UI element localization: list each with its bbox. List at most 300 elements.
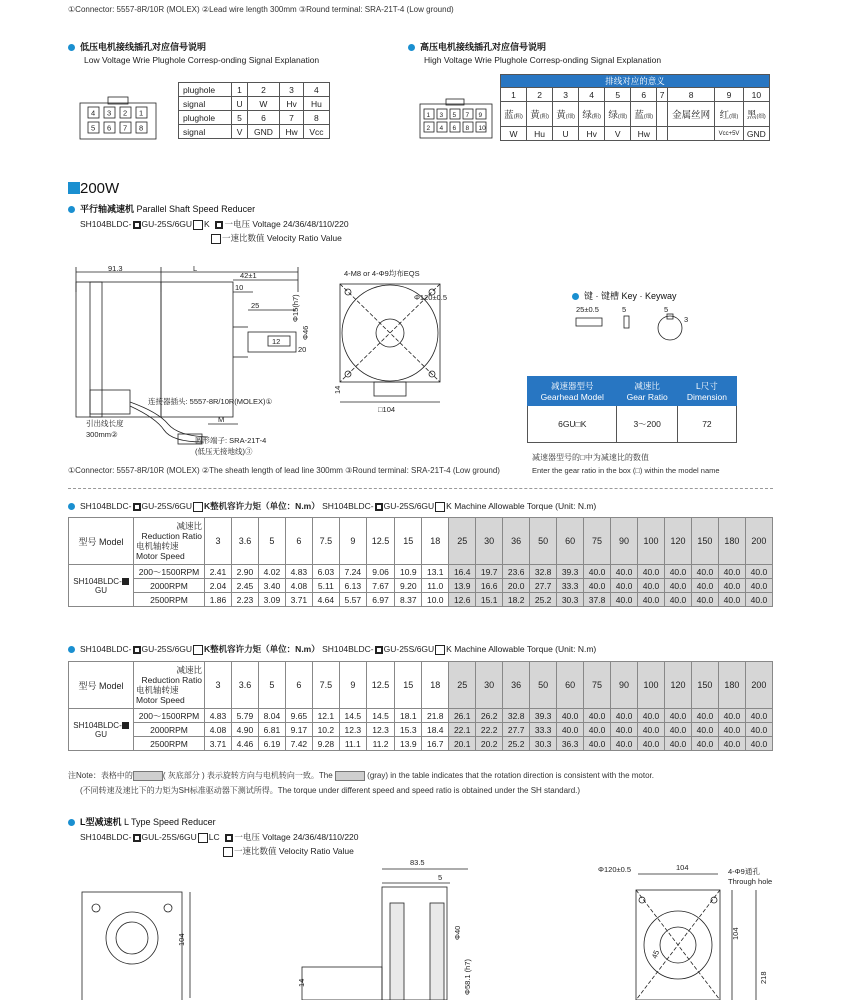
dim-l: L (193, 264, 198, 273)
torque-value: 33.3 (557, 579, 584, 593)
hv-color (527, 102, 553, 127)
torque-value: 4.83 (285, 565, 312, 579)
filled-box-icon (133, 834, 141, 842)
torque-value: 16.6 (476, 579, 503, 593)
empty-box-icon (435, 645, 445, 655)
hv-color-name: 黄 (556, 110, 566, 121)
connector-note-mid: ①Connector: 5557-8R/10R (MOLEX) ②The sheath length of lead line 300mm ③Round terminal: SRA-21T-4 (Low ground) (68, 466, 500, 475)
torque-value: 12.3 (366, 723, 394, 737)
ratio-header: 18 (422, 662, 449, 709)
low-voltage-connector-diagram (78, 95, 160, 143)
torque-value: 40.0 (718, 723, 745, 737)
keyway-3: 3 (684, 315, 689, 324)
torque-value: 40.0 (718, 737, 745, 751)
model-suffix: GU-25S/6GU (141, 219, 193, 229)
pin-cell: Vcc (303, 125, 329, 139)
ltype-voltage-note: 一电压 Voltage 24/36/48/110/220 (234, 832, 359, 842)
torque-value: 40.0 (584, 737, 611, 751)
torque-model-header: 型号 Model (69, 662, 134, 709)
torque-value: 5.11 (312, 579, 339, 593)
model-prefix: SH104BLDC- (80, 219, 132, 229)
motor-speed-cell: 200～1500RPM (134, 565, 205, 579)
torque-value: 1.86 (205, 593, 232, 607)
hv-color-sub: (细) (617, 114, 628, 120)
reduction-ratio-en: Reduction Ratio (141, 531, 202, 541)
torque-value: 4.64 (312, 593, 339, 607)
keyway-title: 键 · 键槽 Key · Keyway (584, 291, 677, 301)
torque-model-prefix: SH104BLDC- (73, 720, 122, 730)
dim-m: M (218, 415, 225, 424)
torque-value: 27.7 (503, 723, 530, 737)
gearhead-model-value: 6GU□K (528, 406, 617, 443)
ltype-header (68, 815, 359, 857)
footnote-1c: (gray) in the table indicates that the rotation direction is consistent with the motor. (367, 771, 654, 780)
bullet-icon (68, 44, 75, 51)
torque-value: 10.0 (422, 593, 449, 607)
dimension-cn: L尺寸 (696, 381, 718, 391)
ltype-104b: 104 (676, 863, 689, 872)
ltype-ratio-note-text: 一速比数值 Velocity Ratio Value (234, 846, 354, 856)
torque-value: 5.57 (339, 593, 366, 607)
keyway-header (572, 289, 677, 302)
torque-row (69, 709, 773, 723)
motor-speed-cell: 2500RPM (134, 593, 205, 607)
torque-value: 40.0 (611, 709, 638, 723)
torque-value: 22.1 (449, 723, 476, 737)
empty-box-icon (193, 220, 203, 230)
ltype-phi120: Φ120±0.5 (598, 865, 632, 874)
torque-value: 26.2 (476, 709, 503, 723)
filled-box-icon (375, 503, 383, 511)
pin-table-row (179, 125, 330, 139)
torque-header-row (69, 518, 773, 565)
ratio-header: 36 (503, 662, 530, 709)
keyway-5: 5 (622, 305, 627, 314)
torque-value: 20.0 (503, 579, 530, 593)
ratio-header: 3 (205, 662, 232, 709)
pin-cell: Hw (280, 125, 304, 139)
ltype-218: 218 (759, 971, 768, 984)
motor-speed-cell: 2000RPM (134, 579, 205, 593)
torque-value: 40.0 (691, 565, 718, 579)
torque-value: 18.1 (395, 709, 422, 723)
ratio-header: 90 (611, 662, 638, 709)
connector-pin-label: 2 (426, 125, 431, 132)
dim-20: 20 (298, 345, 307, 354)
ratio-header: 25 (449, 662, 476, 709)
empty-box-icon (223, 847, 233, 857)
torque-row (69, 737, 773, 751)
high-voltage-signal-table (500, 74, 770, 141)
hv-signal: V (605, 127, 631, 141)
t2-prefix: SH104BLDC- (80, 644, 132, 654)
filled-box-icon (225, 834, 233, 842)
torque-value: 2.23 (231, 593, 258, 607)
hv-color (667, 102, 714, 127)
torque-value: 13.9 (449, 579, 476, 593)
torque-value: 40.0 (745, 579, 772, 593)
torque-value: 40.0 (691, 709, 718, 723)
gray-swatch (133, 771, 163, 781)
t2-title-en: K Machine Allowable Torque (Unit: N.m) (446, 644, 597, 654)
motor-speed-cn: 电机轴转速 (136, 541, 179, 551)
torque-value: 40.0 (718, 709, 745, 723)
torque-value: 22.2 (476, 723, 503, 737)
torque-value: 18.4 (422, 723, 449, 737)
hv-number-row (501, 88, 770, 102)
hv-signal: Vcc+5V (715, 127, 743, 141)
hv-number: 10 (743, 88, 769, 102)
connector-pin-label: 8 (465, 125, 470, 132)
torque-value: 40.0 (664, 737, 691, 751)
ratio-header: 75 (584, 518, 611, 565)
hv-color-sub: (细) (756, 114, 766, 120)
torque-value: 21.8 (422, 709, 449, 723)
ltype-side-drawing (290, 855, 470, 1000)
gear-ratio-value: 3～200 (617, 406, 677, 443)
torque-value: 16.4 (449, 565, 476, 579)
hv-color (657, 102, 668, 127)
torque-value: 40.0 (611, 593, 638, 607)
t1-en-prefix: SH104BLDC- (322, 501, 374, 511)
torque-value: 13.1 (422, 565, 449, 579)
hv-number: 7 (657, 88, 668, 102)
torque-value: 10.9 (395, 565, 422, 579)
lead-label: 引出线长度 (86, 419, 124, 428)
torque-value: 40.0 (557, 709, 584, 723)
connector-note-top: ①Connector: 5557-8R/10R (MOLEX) ②Lead wire length 300mm ③Round terminal: SRA-21T-4 (Low ground) (68, 5, 454, 14)
hv-color (553, 102, 579, 127)
torque-value: 40.0 (718, 579, 745, 593)
torque-value: 9.06 (366, 565, 394, 579)
dimension-value: 72 (677, 406, 736, 443)
hv-color-name: 蓝 (634, 110, 644, 121)
connector-pin-label: 4 (439, 125, 444, 132)
ltype-model-end: LC (208, 832, 220, 842)
hv-signal (657, 127, 668, 141)
torque-value: 40.0 (611, 737, 638, 751)
connector-pin-label: 6 (452, 125, 457, 132)
torque-value: 40.0 (638, 565, 665, 579)
footnote-1 (68, 770, 654, 781)
hv-color-name: 红 (719, 110, 730, 121)
torque-value: 40.0 (745, 593, 772, 607)
torque-value: 40.0 (611, 565, 638, 579)
hv-signal (667, 127, 714, 141)
hv-signal: W (501, 127, 527, 141)
filled-box-icon (122, 578, 129, 585)
connector-pin-label: 9 (478, 112, 483, 119)
hv-number: 3 (553, 88, 579, 102)
torque-value: 40.0 (745, 565, 772, 579)
pin-cell: V (232, 125, 247, 139)
torque-value: 2.04 (205, 579, 232, 593)
hv-color-name: 绿 (608, 110, 618, 121)
torque-value: 12.1 (312, 709, 339, 723)
gray-swatch (335, 771, 365, 781)
torque-value: 20.2 (476, 737, 503, 751)
torque-value: 4.83 (205, 709, 232, 723)
ratio-header: 15 (395, 662, 422, 709)
footnote-1a: 注Note：表格中的 (68, 771, 133, 780)
pin-table-row (179, 111, 330, 125)
pin-cell: 1 (232, 83, 247, 97)
torque-value: 2.41 (205, 565, 232, 579)
separator-line (68, 488, 773, 489)
high-voltage-table-header: 排线对应的意义 (501, 75, 770, 88)
torque-value: 25.2 (503, 737, 530, 751)
filled-box-icon (122, 722, 129, 729)
torque-value: 4.02 (258, 565, 285, 579)
pin-cell: 5 (232, 111, 247, 125)
ratio-header: 30 (476, 518, 503, 565)
torque-value: 40.0 (664, 579, 691, 593)
ltype-104a: 104 (177, 933, 186, 946)
torque-value: 6.97 (366, 593, 394, 607)
motor-speed-cell: 2500RPM (134, 737, 205, 751)
filled-box-icon (133, 646, 141, 654)
ratio-header: 150 (691, 518, 718, 565)
hv-color-sub: (细) (565, 114, 575, 120)
torque-value: 40.0 (638, 709, 665, 723)
connector-pin-label: 8 (139, 123, 144, 133)
torque-value: 40.0 (638, 593, 665, 607)
ltype-model-suffix: GUL-25S/6GU (141, 832, 197, 842)
gearhead-model-en: Gearhead Model (540, 392, 604, 402)
connector-pin-label: 5 (91, 123, 96, 133)
low-voltage-pin-table (178, 82, 330, 139)
bullet-icon (68, 206, 75, 213)
pin-cell: U (232, 97, 247, 111)
ratio-header: 18 (422, 518, 449, 565)
torque-value: 15.1 (476, 593, 503, 607)
torque-model-suffix: GU (95, 729, 107, 739)
parallel-title-en: Parallel Shaft Speed Reducer (136, 204, 256, 214)
gear-ratio-cn: 减速比 (634, 381, 660, 391)
torque-value: 32.8 (503, 709, 530, 723)
terminal-label: 圆形端子: SRA-21T-4 (195, 436, 267, 445)
torque-value: 10.2 (312, 723, 339, 737)
pin-cell: 6 (247, 111, 280, 125)
connector-pin-label: 7 (123, 123, 128, 133)
ratio-header: 50 (530, 662, 557, 709)
pin-cell: 2 (247, 83, 280, 97)
torque-value: 12.3 (339, 723, 366, 737)
torque-value: 3.71 (205, 737, 232, 751)
torque-value: 30.3 (557, 593, 584, 607)
torque-value: 14.5 (339, 709, 366, 723)
ltype-104c: 104 (731, 927, 740, 940)
ratio-header: 5 (258, 662, 285, 709)
hv-color-row (501, 102, 770, 127)
pin-row-label: plughole (179, 83, 232, 97)
hv-color (501, 102, 527, 127)
bullet-icon (408, 44, 415, 51)
torque-ratio-speed-header (134, 662, 205, 709)
torque-value: 36.3 (557, 737, 584, 751)
parallel-ratio-note (210, 232, 349, 244)
pin-cell: GND (247, 125, 280, 139)
torque-value: 19.7 (476, 565, 503, 579)
ratio-header: 75 (584, 662, 611, 709)
torque-value: 3.40 (258, 579, 285, 593)
parallel-title: 平行轴减速机 (80, 204, 135, 214)
torque-value: 33.3 (530, 723, 557, 737)
hv-color-name: 绿 (582, 110, 592, 121)
t2-title-cn: K整机容许力矩（单位：N.m） (204, 644, 320, 654)
connector-pin-label: 2 (123, 108, 128, 118)
pin-row-label: plughole (179, 111, 232, 125)
keyway-5b: 5 (664, 305, 669, 314)
dim-12: 12 (272, 337, 281, 346)
torque-value: 8.04 (258, 709, 285, 723)
torque-value: 40.0 (691, 593, 718, 607)
gear-note-cn: 减速器型号的□中为减速比的数值 (532, 453, 649, 462)
torque-value: 9.20 (395, 579, 422, 593)
ratio-header: 9 (339, 662, 366, 709)
low-voltage-subtitle: Low Voltage Wrie Plughole Corresp-onding Signal Explanation (84, 55, 320, 65)
voltage-note: 一电压 Voltage 24/36/48/110/220 (224, 219, 349, 229)
torque-model-cell (69, 709, 134, 751)
torque-header-row (69, 662, 773, 709)
torque-model-prefix: SH104BLDC- (73, 576, 122, 586)
torque-value: 40.0 (557, 723, 584, 737)
keyway-25: 25±0.5 (576, 305, 599, 314)
connector-pin-label: 7 (465, 112, 470, 119)
ltype-flange-drawing (596, 860, 776, 1000)
torque-value: 4.08 (285, 579, 312, 593)
ltype-14: 14 (297, 978, 306, 987)
ratio-header: 180 (718, 662, 745, 709)
torque-value: 5.79 (231, 709, 258, 723)
gear-note-en: Enter the gear ratio in the box (□) within the model name (532, 466, 720, 475)
pin-table-row (179, 97, 330, 111)
hv-color-name: 金属丝网 (672, 110, 711, 121)
torque-value: 40.0 (638, 737, 665, 751)
pin-cell: 7 (280, 111, 304, 125)
torque-value: 40.0 (664, 565, 691, 579)
lead-length: 300mm② (86, 430, 118, 439)
torque-value: 15.3 (395, 723, 422, 737)
ratio-header: 50 (530, 518, 557, 565)
torque-value: 40.0 (691, 723, 718, 737)
ratio-header: 36 (503, 518, 530, 565)
torque-value: 4.08 (205, 723, 232, 737)
dim-91-3: 91.3 (108, 264, 123, 273)
torque-value: 6.19 (258, 737, 285, 751)
dimension-en: Dimension (686, 392, 727, 402)
gearhead-table (527, 376, 737, 443)
t2-en-prefix: SH104BLDC- (322, 644, 374, 654)
hv-color-sub: (粗) (513, 114, 523, 120)
torque-model-header: 型号 Model (69, 518, 134, 565)
low-voltage-header (68, 40, 319, 65)
ltype-5: 5 (438, 873, 443, 882)
torque-value: 13.9 (395, 737, 422, 751)
hv-signal: Hv (579, 127, 605, 141)
pin-table-row (179, 83, 330, 97)
hv-number: 5 (605, 88, 631, 102)
torque-value: 39.3 (557, 565, 584, 579)
hv-color-name: 黑 (747, 110, 757, 121)
ltype-front-drawing (68, 880, 198, 1000)
torque-value: 40.0 (584, 723, 611, 737)
bullet-icon (68, 819, 75, 826)
ratio-header: 60 (557, 662, 584, 709)
footnote-1b: ( 灰底部分 ) 表示旋转方向与电机转向一致。The (162, 771, 333, 780)
t1-prefix: SH104BLDC- (80, 501, 132, 511)
ltype-45: 45 (649, 948, 662, 960)
parallel-model (80, 218, 349, 230)
hv-color (631, 102, 657, 127)
t2-en-mid: GU-25S/6GU (383, 644, 435, 654)
torque-table-1-title (68, 500, 596, 512)
hv-number: 4 (579, 88, 605, 102)
motor-speed-cn: 电机轴转速 (136, 685, 179, 695)
torque-value: 40.0 (691, 579, 718, 593)
torque-row (69, 579, 773, 593)
empty-box-icon (193, 645, 203, 655)
front-14-label: 14 (333, 385, 342, 394)
torque-value: 16.7 (422, 737, 449, 751)
torque-value: 7.67 (366, 579, 394, 593)
hv-color (715, 102, 743, 127)
gear-ratio-en: Gear Ratio (626, 392, 668, 402)
torque-value: 27.7 (530, 579, 557, 593)
motor-speed-cell: 200～1500RPM (134, 709, 205, 723)
high-voltage-title: 高压电机接线插孔对应信号说明 (420, 42, 547, 52)
torque-value: 40.0 (611, 579, 638, 593)
pin-cell: 3 (280, 83, 304, 97)
ratio-header: 5 (258, 518, 285, 565)
hv-number: 2 (527, 88, 553, 102)
hv-signal: Hu (527, 127, 553, 141)
empty-box-icon (211, 234, 221, 244)
reduction-ratio-cn: 减速比 (176, 665, 202, 675)
gearhead-model-header (528, 377, 617, 406)
empty-box-icon (193, 502, 203, 512)
ratio-header: 200 (745, 518, 772, 565)
torque-value: 40.0 (638, 723, 665, 737)
connector-pin-label: 6 (107, 123, 112, 133)
torque-value: 7.24 (339, 565, 366, 579)
filled-box-icon (375, 646, 383, 654)
filled-box-icon (133, 503, 141, 511)
dim-phi15: Φ15(h7) (291, 294, 300, 322)
torque-value: 2.90 (231, 565, 258, 579)
hv-number: 6 (631, 88, 657, 102)
torque-value: 6.81 (258, 723, 285, 737)
filled-box-icon (215, 221, 223, 229)
connector-pin-label: 1 (426, 112, 431, 119)
low-voltage-title: 低压电机接线插孔对应信号说明 (80, 42, 207, 52)
torque-value: 40.0 (745, 737, 772, 751)
hv-number: 9 (715, 88, 743, 102)
ltype-phi58: Φ58.1 (h7) (463, 958, 472, 995)
torque-value: 40.0 (664, 709, 691, 723)
ratio-header: 6 (285, 518, 312, 565)
bullet-icon (68, 503, 75, 510)
hv-number: 1 (501, 88, 527, 102)
front-diameter-label: Φ120±0.5 (413, 293, 447, 302)
torque-value: 40.0 (584, 565, 611, 579)
torque-value: 40.0 (584, 709, 611, 723)
torque-value: 40.0 (664, 723, 691, 737)
motor-speed-en: Motor Speed (136, 551, 185, 561)
ratio-header: 25 (449, 518, 476, 565)
ratio-header: 12.5 (366, 662, 394, 709)
torque-value: 40.0 (638, 579, 665, 593)
